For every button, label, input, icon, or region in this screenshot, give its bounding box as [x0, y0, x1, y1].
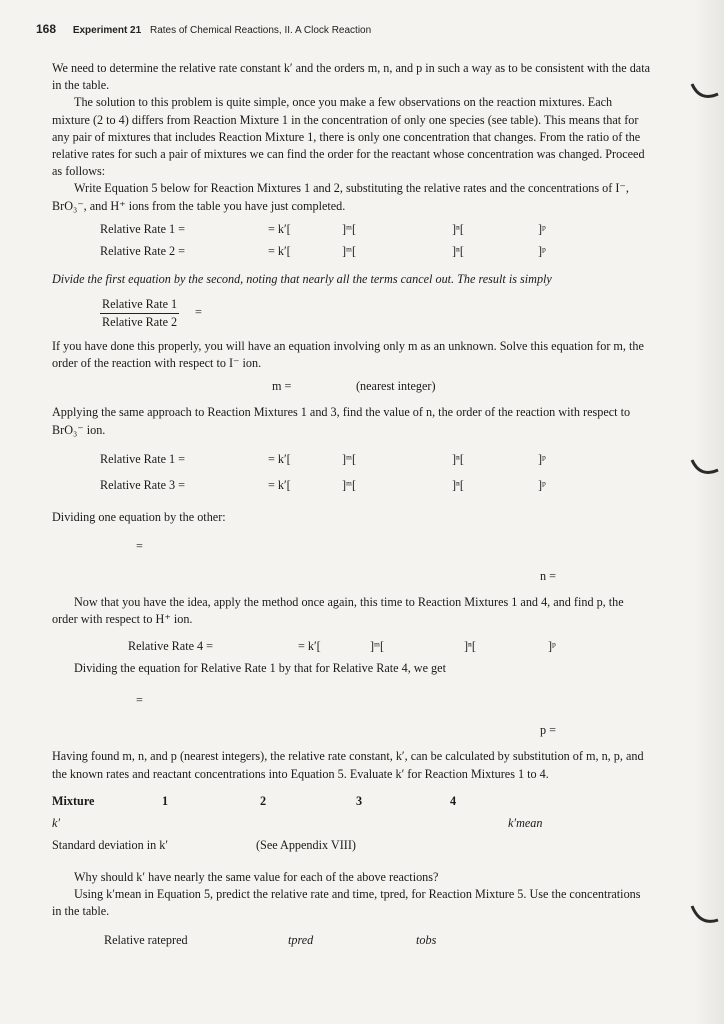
rr1-n: ]ⁿ[	[452, 221, 464, 236]
rr1-label: Relative Rate 1 =	[100, 221, 186, 236]
mixture-col-3: 3	[356, 793, 363, 808]
equation-row-rr1b	[52, 451, 652, 473]
using-kmean-paragraph: Using k′mean in Equation 5, predict the relative rate and time, tpred, for Reaction Mixture 5. Use the concentrations in the table.	[52, 887, 641, 919]
ratio-fraction	[100, 296, 179, 331]
rr3-label: Relative Rate 3 =	[100, 477, 186, 492]
n-ratio-equals: =	[136, 539, 143, 554]
dividing-rr-text: Dividing the equation for Relative Rate 1 by that for Relative Rate 4, we get	[74, 661, 446, 676]
page-header	[36, 22, 371, 36]
main-content	[52, 60, 652, 954]
divide-instruction: Divide the first equation by the second, noting that nearly all the terms cancel out. The result is simply	[52, 271, 552, 286]
mixture-label: Mixture	[52, 793, 95, 808]
ratio-fraction-row	[52, 296, 652, 328]
std-dev-note: (See Appendix VIII)	[256, 837, 356, 852]
having-found-paragraph: Having found m, n, and p (nearest integers), the relative rate constant, k′, can be calculated by substitution of m, n, p, and the known rates and reactant concentrations into Equation 5. Evaluate k′ for Reaction Mixtures 1 to 4.	[52, 749, 644, 781]
rr4-label: Relative Rate 4 =	[128, 639, 214, 654]
dividing-instruction: Dividing one equation by the other:	[52, 509, 226, 524]
std-dev-row	[52, 837, 652, 859]
rr3-n: ]ⁿ[	[452, 477, 464, 492]
k-mean-label: k′mean	[508, 815, 543, 830]
rr3-p: ]ᵖ	[538, 477, 546, 492]
fraction-numerator: Relative Rate 1	[100, 296, 179, 314]
rr4-m: ]ᵐ[	[370, 639, 385, 654]
write-equation-paragraph: Write Equation 5 below for Reaction Mixtures 1 and 2, substituting the relative rates and the concentrations of I⁻, BrO₃⁻, and H⁺ ions from the table you have just completed.	[52, 181, 629, 213]
rr2-label: Relative Rate 2 =	[100, 243, 186, 258]
p-answer-row	[52, 722, 652, 744]
margin-mark-1	[690, 80, 720, 104]
m-label: m =	[272, 379, 292, 394]
std-dev-label: Standard deviation in k′	[52, 837, 169, 852]
p-ratio-row	[52, 692, 652, 714]
rr1-p: ]ᵖ	[538, 221, 546, 236]
n-answer-row	[52, 568, 652, 590]
rr-pred-label: Relative ratepred	[104, 933, 188, 948]
rr1b-k: = k′[	[268, 451, 291, 466]
n-ratio-row	[52, 538, 652, 560]
rr3-k: = k′[	[268, 477, 291, 492]
k-values-row	[52, 815, 652, 837]
mixture-header-row	[52, 793, 652, 815]
fraction-denominator: Relative Rate 2	[102, 315, 178, 330]
dividing-rr-row	[52, 660, 652, 682]
k-label: k′	[52, 815, 61, 830]
rr4-n: ]ⁿ[	[464, 639, 476, 654]
apply-p-paragraph: Now that you have the idea, apply the method once again, this time to Reaction Mixtures 1 and 4, and find p, the order with respect to H⁺ ion.	[52, 595, 624, 627]
page-edge-shadow	[694, 0, 724, 1024]
intro-paragraph: We need to determine the relative rate constant k′ and the orders m, n, and p in such a way as to be consistent with the data in the table.	[52, 61, 651, 93]
mixture-col-4: 4	[450, 793, 457, 808]
rr2-k: = k′[	[268, 243, 291, 258]
rr1b-n: ]ⁿ[	[452, 451, 464, 466]
t-pred-label: tpred	[288, 933, 314, 948]
rr2-p: ]ᵖ	[538, 243, 546, 258]
equation-row-rr1	[52, 221, 652, 243]
n-label: n =	[540, 569, 557, 584]
why-question: Why should k′ have nearly the same value for each of the above reactions?	[74, 869, 439, 884]
p-label: p =	[540, 723, 557, 738]
fraction-equals: =	[195, 305, 202, 320]
equation-row-rr4	[52, 638, 652, 660]
rr1b-label: Relative Rate 1 =	[100, 451, 186, 466]
m-nearest-integer: (nearest integer)	[356, 379, 436, 394]
mixture-col-2: 2	[260, 793, 267, 808]
rr4-k: = k′[	[298, 639, 321, 654]
rr3-m: ]ᵐ[	[342, 477, 357, 492]
solution-paragraph: The solution to this problem is quite simple, once you make a few observations on the reaction mixtures. Each mixture (2 to 4) differs from Reaction Mixture 1 in the concentration of only one species (see table). This means that for any pair of mixtures that includes Reaction Mixture 1, there is only one concentration that changes. From the ratio of the relative rates for such a pair of mixtures we can find the order for the reactant whose concentration was changed. Proceed as follows:	[52, 95, 645, 179]
t-obs-label: tobs	[416, 933, 437, 948]
apply-n-paragraph: Applying the same approach to Reaction Mixtures 1 and 3, find the value of n, the order of the reaction with respect to BrO₃⁻ ion.	[52, 405, 631, 437]
rr1b-p: ]ᵖ	[538, 451, 546, 466]
rr4-p: ]ᵖ	[548, 639, 556, 654]
experiment-label: Experiment 21	[72, 25, 142, 36]
prediction-row	[52, 932, 652, 954]
mixture-col-1: 1	[162, 793, 169, 808]
rr2-n: ]ⁿ[	[452, 243, 464, 258]
solve-m-paragraph: If you have done this properly, you will have an equation involving only m as an unknown. Solve this equation for m, the order of the reaction with respect to I⁻ ion.	[52, 339, 644, 371]
p-ratio-equals: =	[136, 693, 143, 708]
rr2-m: ]ᵐ[	[342, 243, 357, 258]
rr1b-m: ]ᵐ[	[342, 451, 357, 466]
page-number: 168	[36, 22, 57, 36]
experiment-title: Rates of Chemical Reactions, II. A Clock Reaction	[149, 25, 372, 36]
m-answer-row	[52, 378, 652, 400]
margin-mark-3	[690, 902, 720, 930]
margin-mark-2	[690, 456, 720, 480]
equation-row-rr3	[52, 477, 652, 499]
rr1-m: ]ᵐ[	[342, 221, 357, 236]
equation-row-rr2	[52, 243, 652, 265]
rr1-k: = k′[	[268, 221, 291, 236]
